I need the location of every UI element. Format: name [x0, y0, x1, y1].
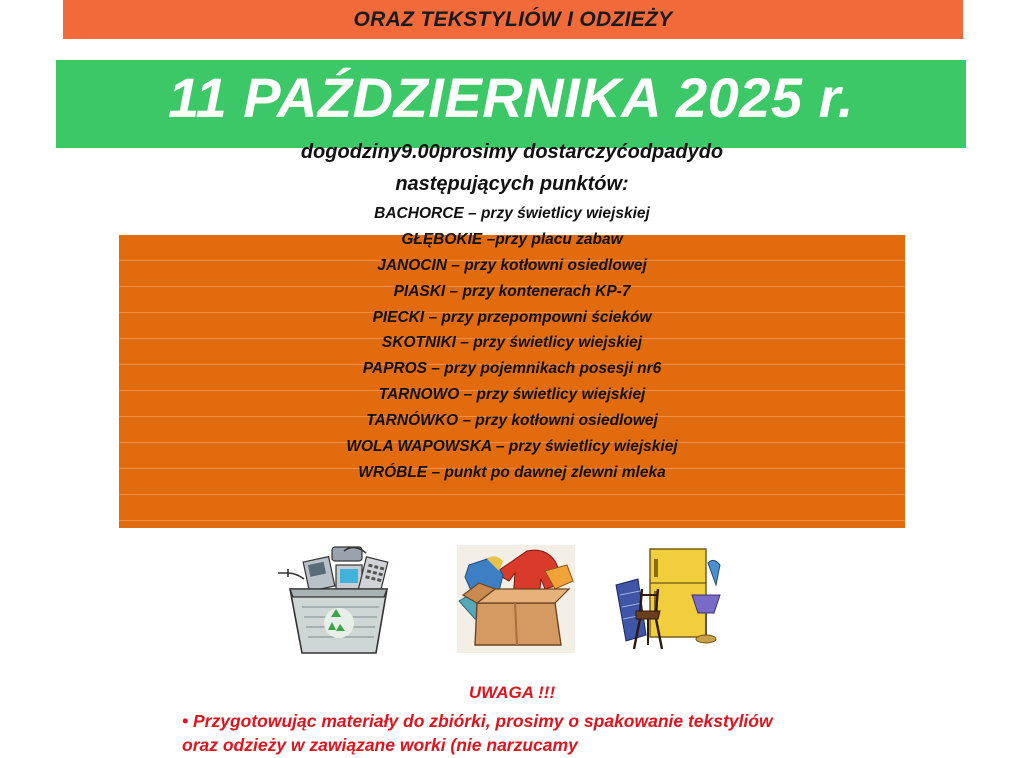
- list-item: PAPROS – przy pojemnikach posesji nr6: [362, 360, 662, 378]
- list-item: TARNÓWKO – przy kotłowni osiedlowej: [366, 412, 658, 430]
- collection-points-list: [0, 201, 1024, 486]
- list-item: PIECKI – przy przepompowni ścieków: [372, 308, 652, 326]
- list-item: TARNOWO – przy świetlicy wiejskiej: [378, 386, 646, 404]
- list-item: GŁĘBOKIE –przy placu zabaw: [401, 230, 623, 248]
- date-banner: [56, 60, 966, 148]
- list-item: WOLA WAPOWSKA – przy świetlicy wiejskiej: [346, 438, 678, 456]
- collection-date: 11 PAŹDZIERNIKA 2025 r.: [168, 65, 854, 129]
- list-item: SKOTNIKI – przy świetlicy wiejskiej: [381, 334, 643, 352]
- bulky-furniture-icon: [612, 545, 736, 655]
- warning-title: UWAGA !!!: [468, 683, 556, 702]
- list-item: PIASKI – przy kontenerach KP-7: [393, 282, 631, 300]
- list-item: JANOCIN – przy kotłowni osiedlowej: [377, 256, 647, 274]
- list-item: BACHORCE – przy świetlicy wiejskiej: [374, 205, 650, 222]
- subtitle-banner: [63, 0, 963, 39]
- subtitle-text: ORAZ TEKSTYLIÓW I ODZIEŻY: [353, 7, 673, 31]
- clothes-box-icon: [457, 545, 575, 653]
- intro-line-1: dogodziny9.00prosimy dostarczyćodpadydo: [300, 141, 724, 163]
- list-item: WRÓBLE – punkt po dawnej zlewni mleka: [358, 463, 666, 481]
- illustrations-row: [0, 545, 1024, 657]
- intro-line-2: następujących punktów:: [395, 173, 629, 195]
- electronics-recycling-bin-icon: [276, 545, 401, 657]
- warning-text: • Przygotowując materiały do zbiórki, prosimy o spakowanie tekstyliów oraz odzieży w zawiązane worki (nie narzucamy: [182, 711, 773, 755]
